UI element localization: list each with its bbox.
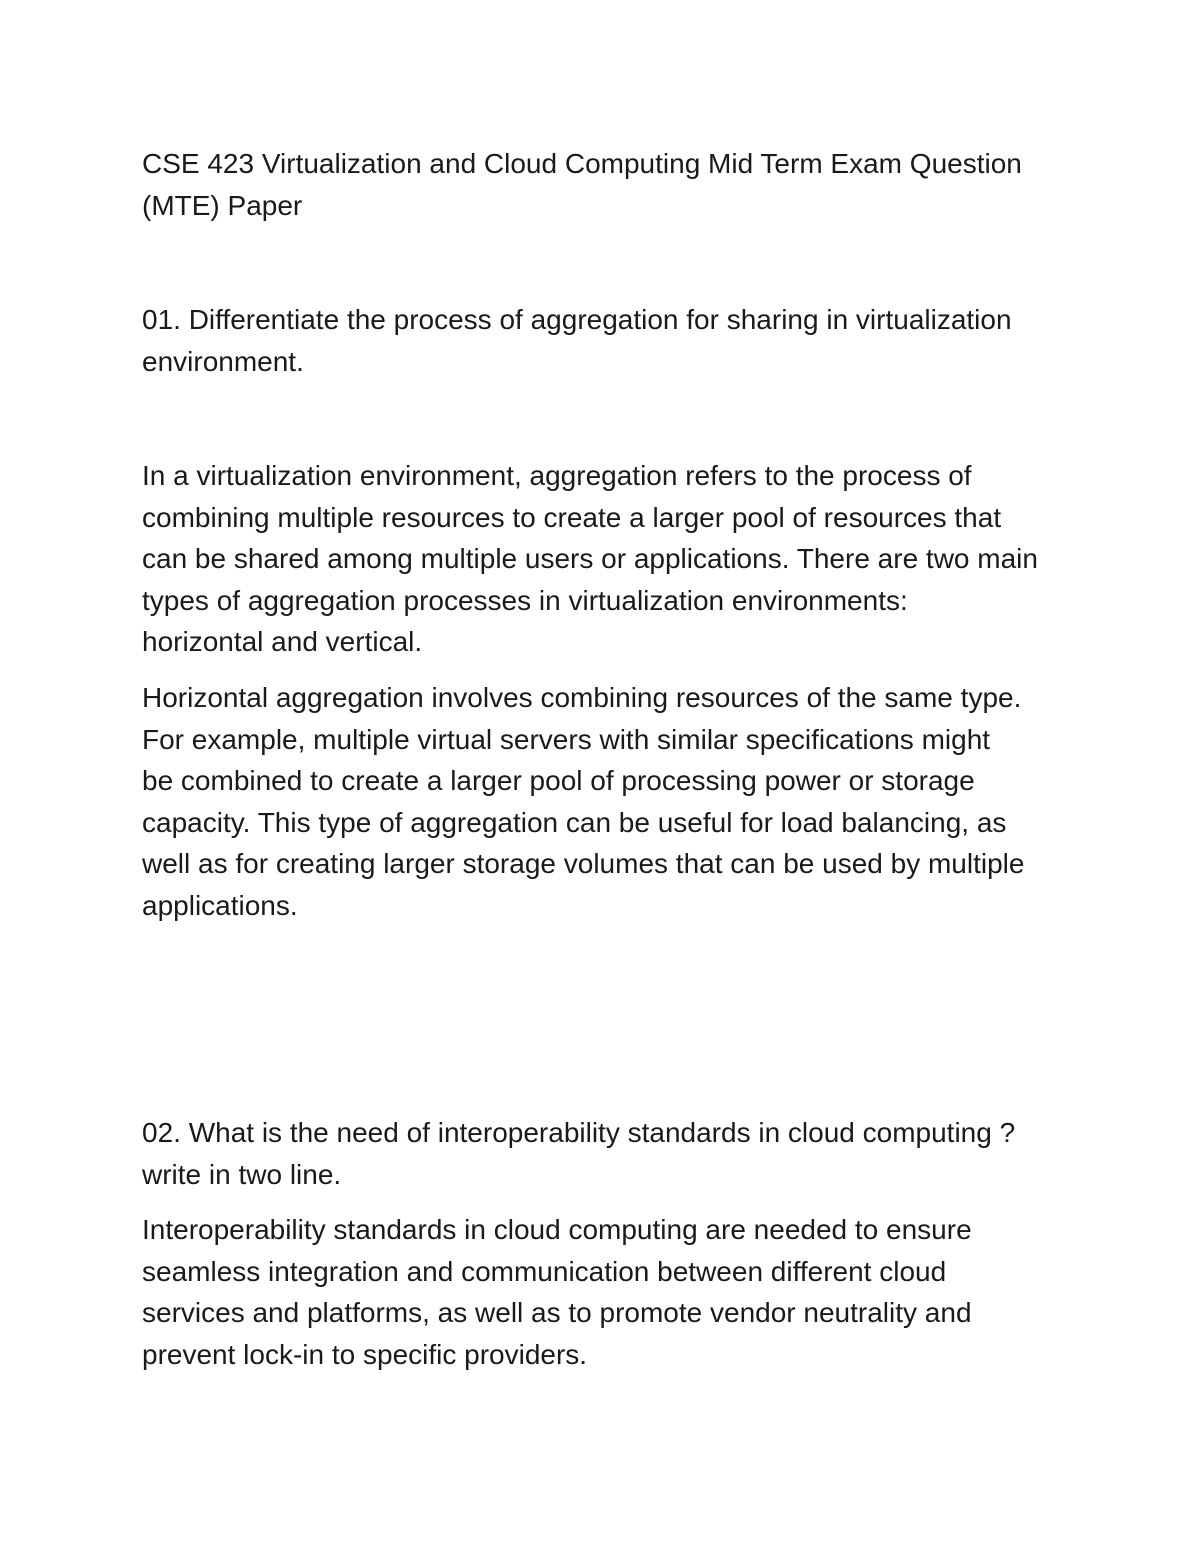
paragraph-line: In a virtualization environment, aggregation refers to the process of (142, 460, 972, 491)
paragraph-line: combining multiple resources to create a larger pool of resources that (142, 501, 1002, 533)
document-title (142, 143, 1072, 226)
title-line: (MTE) Paper (142, 189, 303, 221)
paragraph-line: types of aggregation processes in virtualization environments: (142, 584, 908, 616)
answer-1-paragraph-2 (142, 677, 1072, 926)
paragraph-line: horizontal and vertical. (142, 626, 423, 657)
question-2 (142, 1112, 1072, 1195)
answer-1-paragraph-1 (142, 455, 1072, 663)
paragraph-line: For example, multiple virtual servers with similar specifications might (142, 723, 991, 755)
title-line: CSE 423 Virtualization and Cloud Computing Mid Term Exam Question (142, 148, 1022, 179)
paragraph-line: Interoperability standards in cloud computing are needed to ensure (142, 1214, 972, 1245)
question-1 (142, 299, 1072, 382)
question-line: 02. What is the need of interoperability standards in cloud computing ? (142, 1117, 1016, 1148)
paragraph-line: be combined to create a larger pool of processing power or storage (142, 765, 975, 796)
paragraph-line: Horizontal aggregation involves combining resources of the same type. (142, 682, 1022, 713)
question-line: write in two line. (142, 1158, 342, 1190)
paragraph-line: seamless integration and communication between different cloud (142, 1255, 947, 1287)
paragraph-line: services and platforms, as well as to promote vendor neutrality and (142, 1297, 972, 1328)
question-line: environment. (142, 345, 304, 377)
paragraph-line: can be shared among multiple users or applications. There are two main (142, 543, 1038, 574)
paragraph-line: applications. (142, 889, 298, 921)
answer-2-paragraph (142, 1209, 1072, 1375)
paragraph-line: prevent lock-in to specific providers. (142, 1338, 588, 1370)
paragraph-line: capacity. This type of aggregation can be useful for load balancing, as (142, 806, 1007, 838)
question-line: 01. Differentiate the process of aggregation for sharing in virtualization (142, 304, 1012, 335)
paragraph-line: well as for creating larger storage volumes that can be used by multiple (142, 848, 1025, 879)
